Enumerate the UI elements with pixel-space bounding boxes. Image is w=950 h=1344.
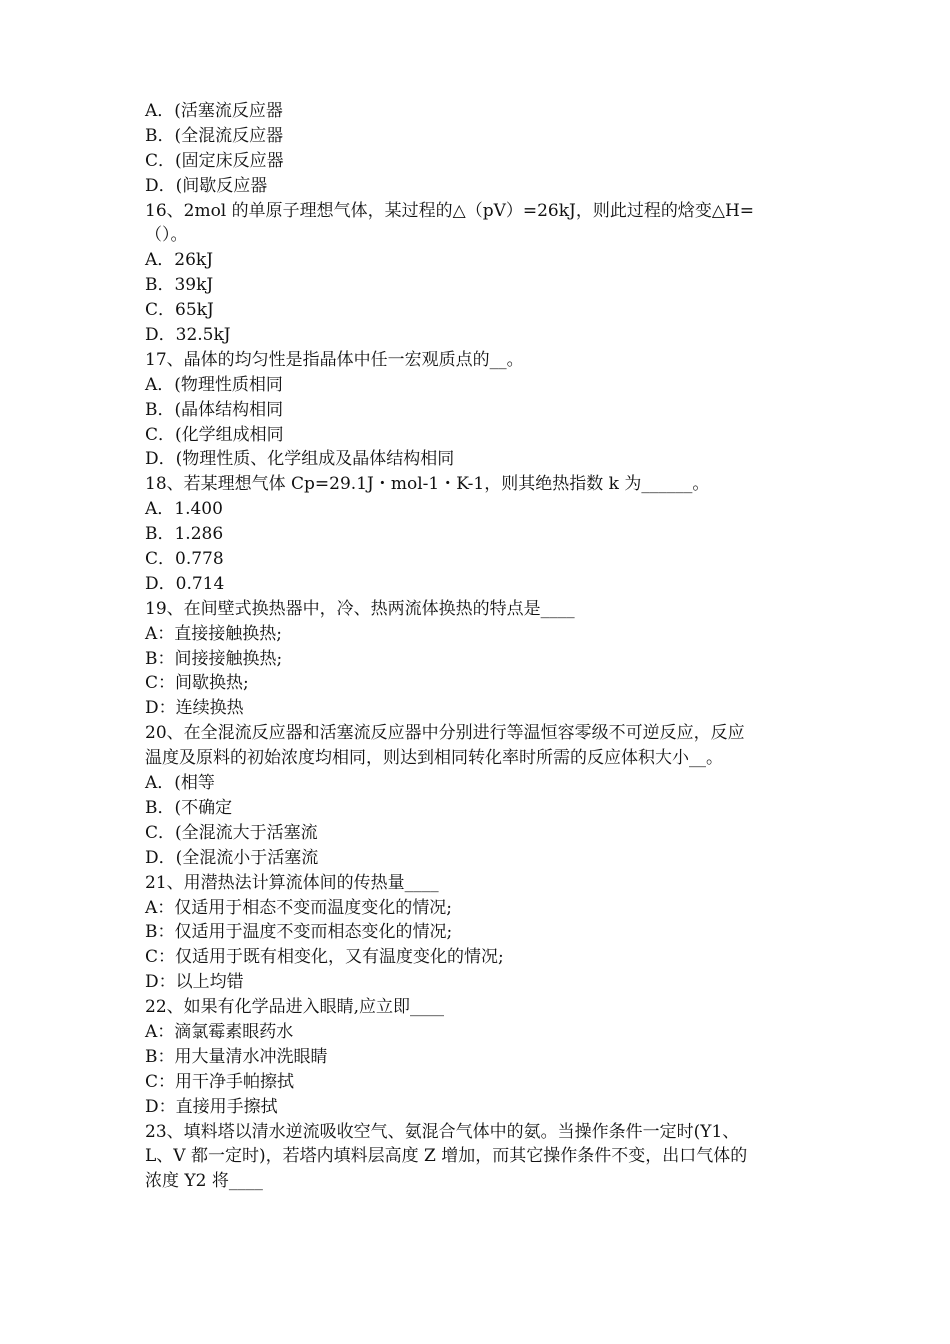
option-line: B．(晶体结构相同 [145,399,284,420]
question-line: 22、如果有化学品进入眼睛,应立即____ [145,997,445,1018]
option-line: C．65kJ [145,300,214,321]
option-line: C．(化学组成相同 [145,424,284,445]
option-line: A：直接接触换热; [145,623,283,644]
option-line: A：滴氯霉素眼药水 [145,1021,294,1042]
option-line: B：仅适用于温度不变而相态变化的情况; [145,922,453,943]
question-line: 21、用潜热法计算流体间的传热量____ [145,872,439,893]
question-line: 17、晶体的均匀性是指晶体中任一宏观质点的__。 [145,349,524,370]
option-line: C．(全混流大于活塞流 [145,822,318,843]
option-line: A．1.400 [145,499,223,520]
question-line: 18、若某理想气体 Cp=29.1J・mol-1・K-1，则其绝热指数 k 为______。 [145,474,710,495]
option-line: A．(活塞流反应器 [145,101,283,121]
option-line: B．(全混流反应器 [145,125,284,146]
question-line: 16、2mol 的单原子理想气体，某过程的△（pV）=26kJ，则此过程的焓变△H= [145,200,755,221]
question-line: 温度及原料的初始浓度均相同，则达到相同转化率时所需的反应体积大小__。 [145,748,723,769]
question-line: L、V 都一定时)，若塔内填料层高度 Z 增加，而其它操作条件不变，出口气体的 [145,1146,748,1167]
option-line: C：仅适用于既有相变化，又有温度变化的情况; [145,947,504,968]
question-line: 浓度 Y2 将____ [145,1171,263,1192]
option-line: B．39kJ [145,275,214,296]
question-line: （）。 [145,225,188,246]
option-line: B：间接接触换热; [145,648,283,669]
question-line: 20、在全混流反应器和活塞流反应器中分别进行等温恒容零级不可逆反应，反应 [145,723,745,744]
option-line: C．0.778 [145,549,224,570]
option-line: C：间歇换热; [145,673,249,694]
option-line: A．(物理性质相同 [145,374,283,395]
option-line: C：用干净手帕擦拭 [145,1071,295,1092]
option-line: D．(间歇反应器 [145,175,268,196]
option-line: B．(不确定 [145,797,233,818]
option-line: B：用大量清水冲洗眼睛 [145,1046,328,1067]
option-line: D：以上均错 [145,972,244,993]
option-line: D．(物理性质、化学组成及晶体结构相同 [145,449,455,470]
option-line: A．26kJ [145,250,214,271]
option-line: D：连续换热 [145,698,244,719]
option-line: B．1.286 [145,524,224,545]
option-line: C．(固定床反应器 [145,150,284,171]
option-line: D：直接用手擦拭 [145,1096,278,1117]
question-line: 23、填料塔以清水逆流吸收空气、氨混合气体中的氨。当操作条件一定时(Y1、 [145,1121,740,1142]
option-line: D．0.714 [145,573,225,594]
option-line: A：仅适用于相态不变而温度变化的情况; [145,897,453,918]
option-line: D．32.5kJ [145,325,231,346]
document-page [145,99,815,1194]
option-line: A．(相等 [145,773,215,794]
question-line: 19、在间壁式换热器中，冷、热两流体换热的特点是____ [145,598,575,619]
option-line: D．(全混流小于活塞流 [145,847,319,868]
